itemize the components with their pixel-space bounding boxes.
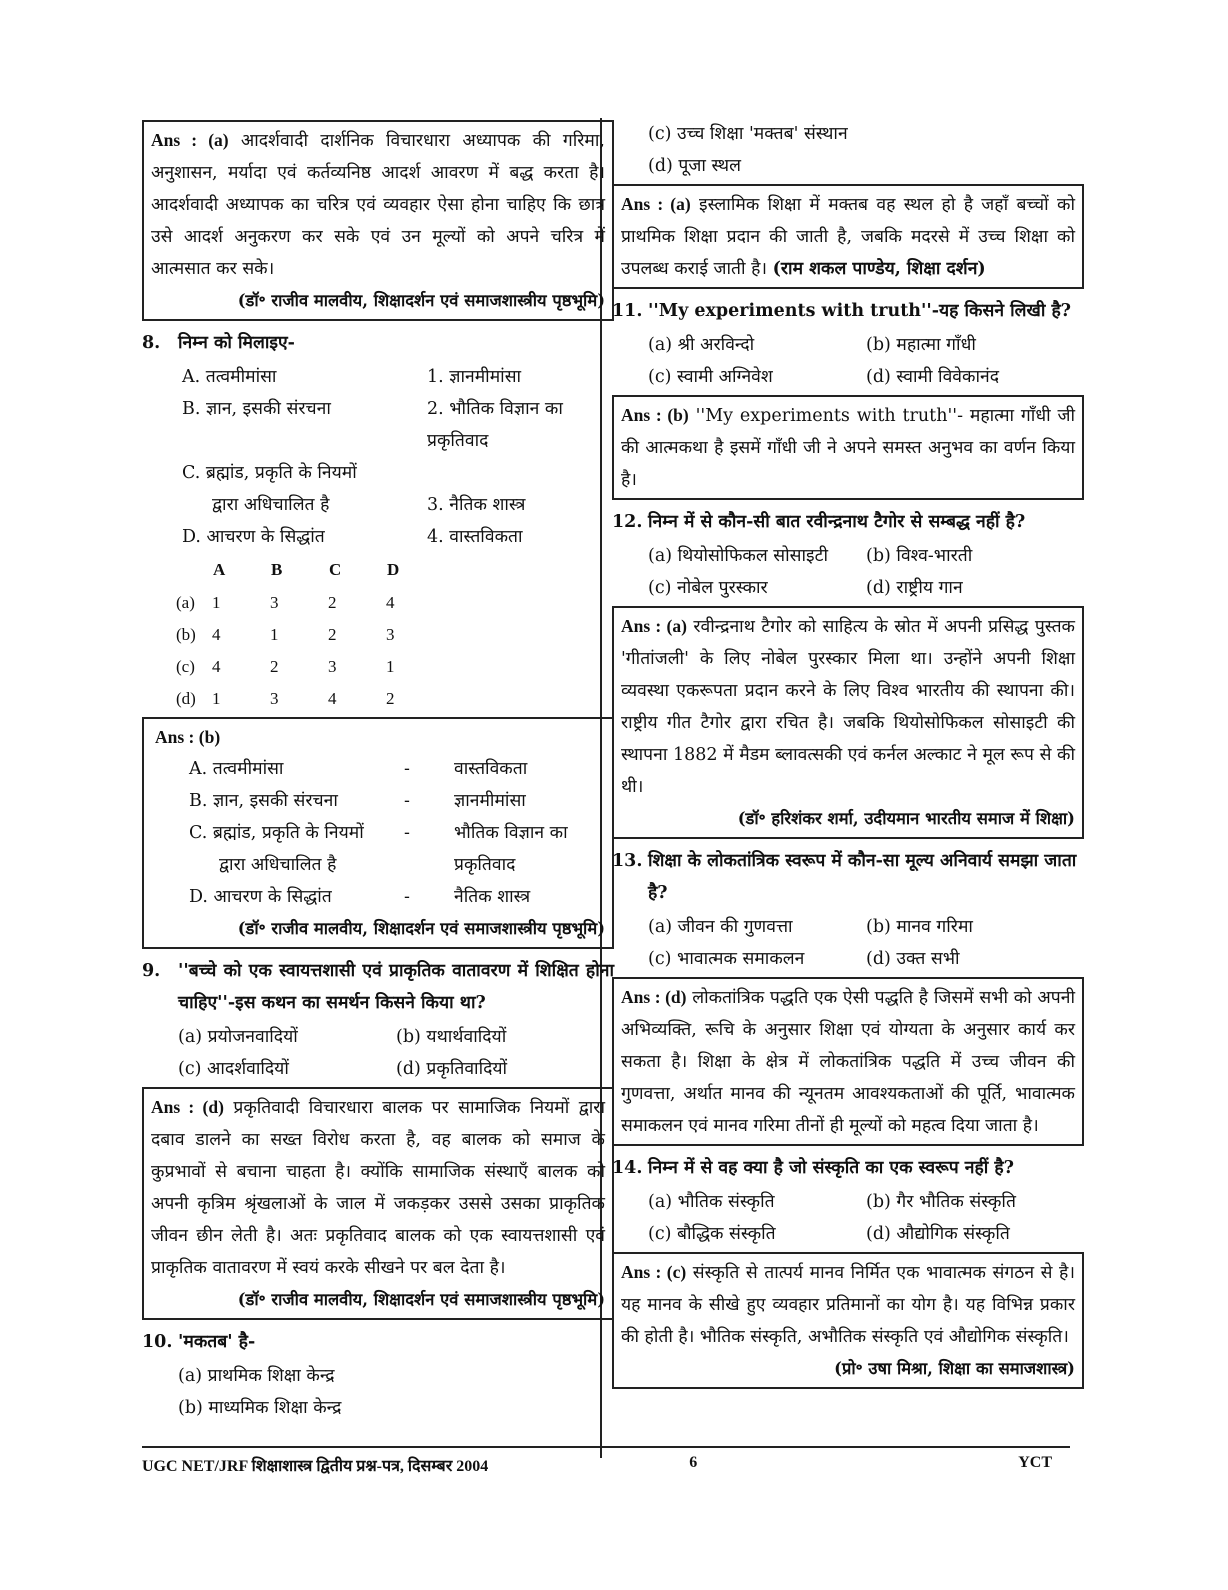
answer-box-12 [612,606,1084,839]
question-12 [612,506,1084,538]
answer-tag: Ans : (d) [151,1097,224,1117]
answer-text: रवीन्द्रनाथ टैगोर को साहित्य के स्रोत में अपनी प्रसिद्ध पुस्तक 'गीतांजली' के लिए नोबेल पुरस्कार मिला था। उन्होंने अपनी शिक्षा व्यवस्था एकरूपता प्रदान करने के लिए विश्व भारतीय की स्थापना की। राष्ट्रीय गीत टैगोर द्वारा रचित है। जबकि थियोसोफिकल सोसाइटी की स्थापना 1882 में मैडम ब्लावत्सकी एवं कर्नल अल्काट ने मूल रूप से की थी। [621,617,1075,797]
option: (b) यथार्थवादियों [396,1027,507,1047]
answer-text: ''My experiments with truth''- महात्मा गाँधी जी की आत्मकथा है इसमें गाँधी जी ने अपने समस्त अनुभव का वर्णन किया है। [621,406,1075,490]
question-text: शिक्षा के लोकतांत्रिक स्वरूप में कौन-सा मूल्य अनिवार्य समझा जाता है? [648,851,1077,903]
question-number: 12. [612,512,643,532]
answer-row: द्वारा अधिचालित है प्रकृतिवाद [219,855,516,875]
option: (b) मानव गरिमा [866,917,973,937]
codes-row: (d) 1 3 4 2 [176,689,395,708]
option: (c) आदर्शवादियों [178,1059,289,1079]
question-number: 11. [612,301,643,321]
answer-text: संस्कृति से तात्पर्य मानव निर्मित एक भावात्मक संगठन से है। यह मानव के सीखे हुए व्यवहार प्रतिमानों का योग है। यह विभिन्न प्रकार की होती है। भौतिक संस्कृति, अभौतिक संस्कृति एवं औद्योगिक संस्कृति। [621,1263,1075,1347]
answer-box-11 [612,395,1084,500]
answer-tag: Ans : (d) [621,987,687,1007]
question-10 [142,1326,614,1358]
codes-header: A B C D [213,560,400,579]
option: (a) जीवन की गुणवत्ता [648,917,793,937]
option: (a) प्रयोजनवादियों [178,1027,298,1047]
match-row: C. ब्रह्मांड, प्रकृति के नियमों [182,463,357,483]
codes-row: (a) 1 3 2 4 [176,593,395,612]
option: (d) पूजा स्थल [648,156,741,176]
option: (a) भौतिक संस्कृति [648,1192,775,1212]
options-12 [612,540,1084,604]
options-10-continued [612,118,1084,182]
page-number: 6 [689,1454,698,1471]
option: (d) औद्योगिक संस्कृति [866,1224,1010,1244]
option: (a) प्राथमिक शिक्षा केन्द्र [178,1366,335,1386]
answer-source: (राम शकल पाण्डेय, शिक्षा दर्शन) [772,259,986,279]
answer-tag: Ans : (c) [621,1262,687,1282]
option: (d) राष्ट्रीय गान [866,578,963,598]
option: (a) श्री अरविन्दो [648,335,755,355]
question-8 [142,327,614,359]
options-11 [612,329,1084,393]
question-13 [612,845,1084,909]
answer-box-8 [142,717,614,949]
answer-box-10 [612,184,1084,289]
answer-source: (डॉ॰ हरिशंकर शर्मा, उदीयमान भारतीय समाज में शिक्षा) [737,809,1075,828]
answer-tag: Ans : (a) [621,616,687,636]
option: (a) थियोसोफिकल सोसाइटी [648,546,828,566]
answer-source: (डॉ॰ राजीव मालवीय, शिक्षादर्शन एवं समाजशास्त्रीय पृष्ठभूमि) [237,291,605,310]
match-row: प्रकृतिवाद [427,431,489,451]
option: (b) महात्मा गाँधी [866,335,976,355]
codes-row: (c) 4 2 3 1 [176,657,395,676]
answer-text: लोकतांत्रिक पद्धति एक ऐसी पद्धति है जिसमें सभी को अपनी अभिव्यक्ति, रूचि के अनुसार शिक्षा एवं योग्यता के अनुसार कार्य कर सकता है। शिक्षा के क्षेत्र में लोकतांत्रिक पद्धति में उच्च जीवन की गुणवत्ता, अर्थात मानव की न्यूनतम आवश्यकताओं की पूर्ति, भावात्मक समाकलन एवं मानव गरिमा तीनों ही मूल्यों को महत्व दिया जाता है। [621,988,1075,1136]
option: (b) माध्यमिक शिक्षा केन्द्र [178,1398,342,1418]
question-text: निम्न में से वह क्या है जो संस्कृति का एक स्वरूप नहीं है? [648,1158,1014,1178]
answer-text: आदर्शवादी दार्शनिक विचारधारा अध्यापक की गरिमा, अनुशासन, मर्यादा एवं कर्तव्यनिष्ठ आदर्श आवरण में बद्ध करता है। आदर्शवादी अध्यापक का चरित्र एवं व्यवहार ऐसा होना चाहिए कि छात्र उसे आदर्श अनुकरण कर सके एवं उन मूल्यों को अपने चरित्र में आत्मसात कर सके। [151,131,605,279]
options-10 [142,1360,614,1424]
option: (c) भावात्मक समाकलन [648,949,805,969]
publisher-mark: YCT [1018,1454,1052,1471]
option: (c) बौद्धिक संस्कृति [648,1224,776,1244]
answer-tag: Ans : (b) [621,405,689,425]
answer-tag: Ans : (a) [151,130,229,150]
option: (d) प्रकृतिवादियों [396,1059,508,1079]
question-9 [142,955,614,1019]
option: (d) स्वामी विवेकानंद [866,367,1000,387]
option: (c) नोबेल पुरस्कार [648,578,768,598]
question-number: 10. [142,1332,173,1352]
option: (c) उच्च शिक्षा 'मक्तब' संस्थान [648,124,848,144]
match-row: D. आचरण के सिद्धांत 4. वास्तविकता [182,527,523,547]
answer-codes-table [176,553,444,715]
page-footer [142,1446,1070,1476]
answer-box-9 [142,1087,614,1320]
answer-text: इस्लामिक शिक्षा में मक्तब वह स्थल हो है जहाँ बच्चों को प्राथमिक शिक्षा प्रदान की जाती है, जबकि मदरसे में उच्च शिक्षा को उपलब्ध कराई जाती है। [621,195,1075,279]
answer-source: (डॉ॰ राजीव मालवीय, शिक्षादर्शन एवं समाजशास्त्रीय पृष्ठभूमि) [237,1290,605,1309]
answer-box-7 [142,120,614,321]
options-9 [142,1021,614,1085]
option: (b) गैर भौतिक संस्कृति [866,1192,1016,1212]
question-text: ''My experiments with truth''-यह किसने लिखी है? [648,301,1072,321]
answer-text: प्रकृतिवादी विचारधारा बालक पर सामाजिक नियमों द्वारा दबाव डालने का सख्त विरोध करता है, वह बालक को समाज के कुप्रभावों से बचाना चाहता है। क्योंकि सामाजिक संस्थाएँ बालक को अपनी कृत्रिम श्रृंखलाओं के जाल में जकड़कर उससे उसका प्राकृतिक जीवन छीन लेती है। अतः प्रकृतिवाद बालक को एक स्वायत्तशासी एवं प्राकृतिक वातावरण में स्वयं करके सीखने पर बल देता है। [151,1098,605,1278]
question-text: निम्न में से कौन-सी बात रवीन्द्रनाथ टैगोर से सम्बद्ध नहीं है? [648,512,1026,532]
question-14 [612,1152,1084,1184]
options-14 [612,1186,1084,1250]
answer-row: C. ब्रह्मांड, प्रकृति के नियमों - भौतिक विज्ञान का [189,823,568,843]
answer-row: B. ज्ञान, इसकी संरचना - ज्ञानमीमांसा [189,791,526,811]
question-11 [612,295,1084,327]
match-row: A. तत्वमीमांसा 1. ज्ञानमीमांसा [182,367,522,387]
codes-row: (b) 4 1 2 3 [176,625,395,644]
match-row: B. ज्ञान, इसकी संरचना 2. भौतिक विज्ञान का [182,399,563,419]
question-number: 14. [612,1158,643,1178]
match-list [142,361,614,553]
option: (d) उक्त सभी [866,949,960,969]
question-text: ''बच्चे को एक स्वायत्तशासी एवं प्राकृतिक वातावरण में शिक्षित होना चाहिए''-इस कथन का समर्थन किसने किया था? [178,961,614,1013]
answer-tag: Ans : (a) [621,194,691,214]
question-number: 13. [612,851,643,871]
right-column [612,118,1084,1393]
answer-row: D. आचरण के सिद्धांत - नैतिक शास्त्र [189,887,531,907]
options-13 [612,911,1084,975]
answer-tag: Ans : (b) [155,727,221,747]
question-text: 'मकतब' है- [178,1332,256,1352]
answer-box-13 [612,977,1084,1146]
answer-row: A. तत्वमीमांसा - वास्तविकता [189,759,528,779]
option: (c) स्वामी अग्निवेश [648,367,773,387]
answer-source: (प्रो॰ उषा मिश्रा, शिक्षा का समाजशास्त्र) [834,1359,1075,1378]
footer-title: UGC NET/JRF शिक्षाशास्त्र द्वितीय प्रश्न-पत्र, दिसम्बर 2004 [142,1458,489,1475]
answer-source: (डॉ॰ राजीव मालवीय, शिक्षादर्शन एवं समाजशास्त्रीय पृष्ठभूमि) [237,919,605,938]
question-number: 8. [142,333,161,353]
question-number: 9. [142,961,161,981]
match-row: द्वारा अधिचालित है 3. नैतिक शास्त्र [212,495,526,515]
left-column [142,118,614,1424]
option: (b) विश्व-भारती [866,546,973,566]
answer-box-14 [612,1252,1084,1389]
question-text: निम्न को मिलाइए- [178,333,295,353]
